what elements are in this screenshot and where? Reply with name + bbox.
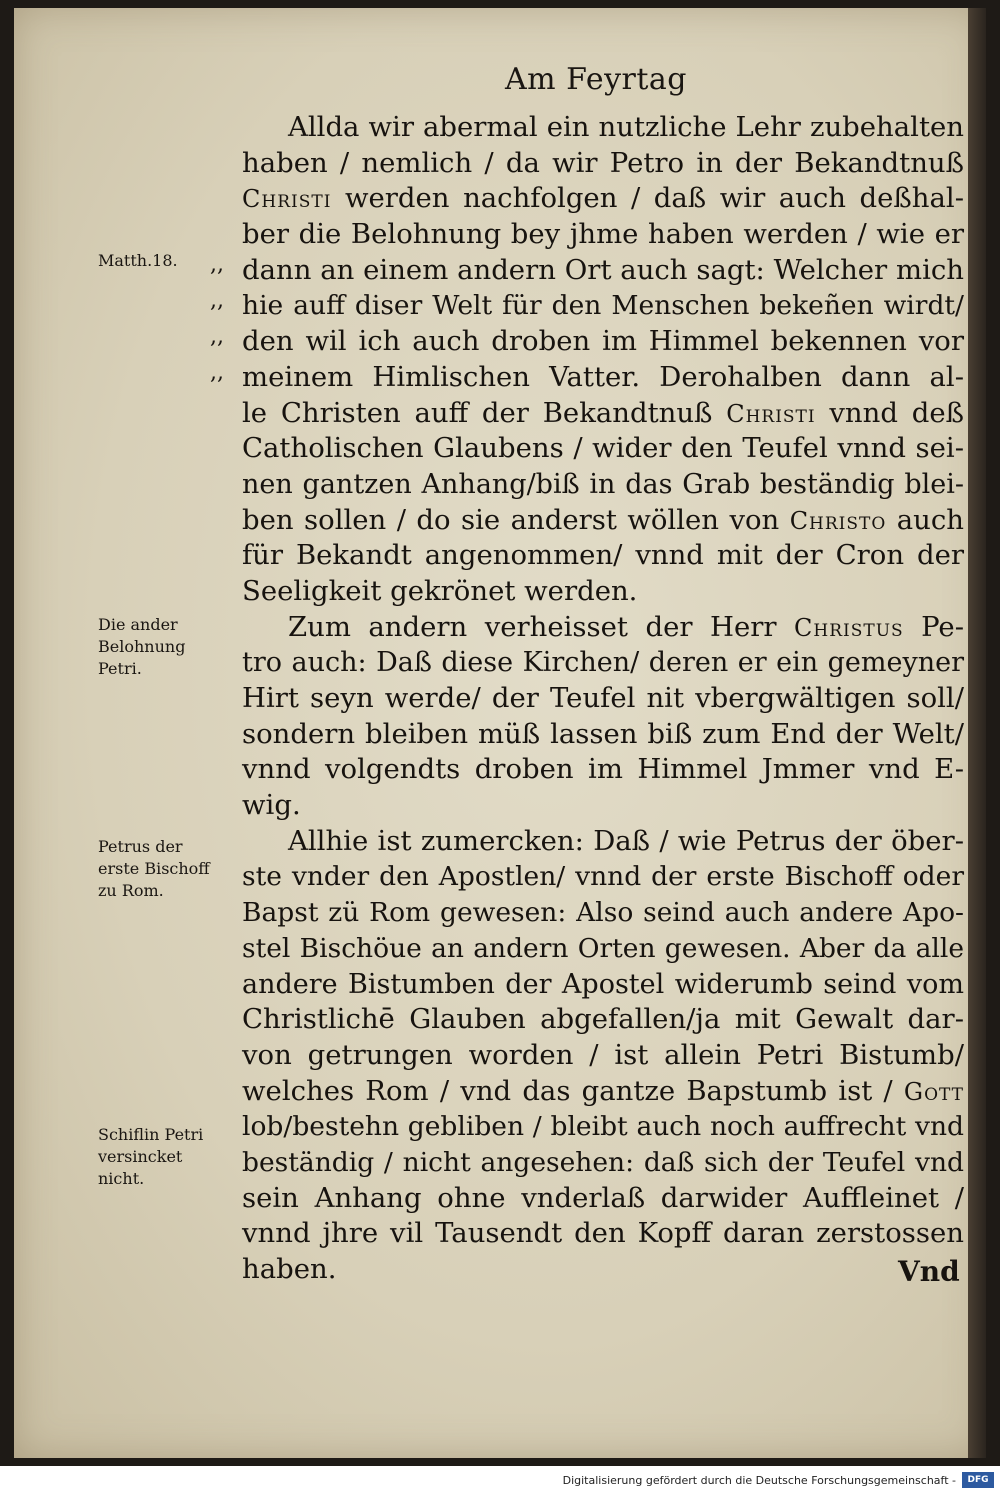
text-segment: Zum andern verheisset der Herr <box>288 610 795 643</box>
text-line <box>242 396 964 432</box>
text-line: dann an einem andern Ort auch sagt: Welcher mich <box>242 253 964 286</box>
text-segment: le Christen auff der Bekandtnuß <box>242 396 727 429</box>
text-line: nen gantzen Anhang/biß in das Grab beständig blei- <box>242 468 964 500</box>
running-header: Am Feyrtag <box>505 62 688 97</box>
text-line: Hirt seyn werde/ der Teufel nit vbergwältigen soll/ <box>242 682 964 714</box>
text-line: wig. <box>242 789 301 822</box>
quote-mark: ,, <box>210 252 224 277</box>
text-segment: Pe- <box>903 610 965 643</box>
small-caps-name: Christo <box>789 506 887 535</box>
text-line: stel Bischöue an andern Orten gewesen. Aber da alle <box>242 932 964 964</box>
text-line <box>242 181 964 217</box>
text-line: vnnd jhre vil Tausendt den Kopff daran zerstossen <box>242 1217 964 1250</box>
small-caps-name: Gott <box>903 1077 964 1106</box>
text-line: andere Bistumben der Apostel widerumb seind vom <box>242 968 964 1000</box>
text-segment: vnnd deß <box>815 396 964 429</box>
margin-note-belohnung: Die ander Belohnung Petri. <box>98 615 186 678</box>
margin-note-schiflin: Schiflin Petri versincket nicht. <box>98 1125 204 1188</box>
text-line: vnnd volgendts droben im Himmel Jmmer vnd E- <box>242 753 964 786</box>
footer-bar <box>0 1466 1000 1497</box>
text-line: ste vnder den Apostlen/ vnnd der erste Bischoff oder <box>242 861 964 893</box>
text-line: lob/bestehn gebliben / bleibt auch noch auffrecht vnd <box>242 1111 964 1143</box>
text-line: haben. <box>242 1253 337 1285</box>
text-line: meinem Himlischen Vatter. Derohalben dann al- <box>242 360 964 393</box>
small-caps-name: Christus <box>794 613 904 642</box>
text-line <box>242 1074 964 1110</box>
footer-credit: Digitalisierung gefördert durch die Deutsche Forschungsgemeinschaft - <box>562 1474 956 1487</box>
text-line: Bapst zü Rom gewesen: Also seind auch andere Apo- <box>242 897 964 929</box>
text-line: Allhie ist zumercken: Daß / wie Petrus der öber- <box>288 824 964 857</box>
text-line: Allda wir abermal ein nutzliche Lehr zubehalten <box>288 111 964 143</box>
quote-mark: ,, <box>210 360 224 385</box>
text-line: sein Anhang ohne vnderlaß darwider Auffleinet / <box>242 1181 964 1214</box>
catchword: Vnd <box>898 1255 960 1288</box>
text-line: Catholischen Glaubens / wider den Teufel vnnd sei- <box>242 432 964 465</box>
text-line: sondern bleiben müß lassen biß zum End der Welt/ <box>242 717 964 750</box>
quote-mark: ,, <box>210 288 224 313</box>
text-line: den wil ich auch droben im Himmel bekennen vor <box>242 325 964 358</box>
text-line: hie auff diser Welt für den Menschen bekeñen wirdt/ <box>242 290 964 322</box>
text-line <box>242 610 964 646</box>
text-line: Christlichē Glauben abgefallen/ja mit Gewalt dar- <box>242 1003 964 1036</box>
dfg-logo: DFG <box>962 1472 994 1488</box>
text-line: beständig / nicht angesehen: daß sich der Teufel vnd <box>242 1146 964 1178</box>
text-line: ber die Belohnung bey jhme haben werden / wie er <box>242 218 964 251</box>
text-line: tro auch: Daß diese Kirchen/ deren er ein gemeyner <box>242 647 964 679</box>
small-caps-name: Christi <box>726 399 816 428</box>
body-text <box>242 110 964 1288</box>
text-line <box>242 503 964 539</box>
text-line: von getrungen worden / ist allein Petri Bistumb/ <box>242 1038 964 1071</box>
text-segment: ben sollen / do sie anderst wöllen von <box>242 503 790 536</box>
page-edge <box>968 8 986 1458</box>
text-line: Seeligkeit gekrönet werden. <box>242 574 638 607</box>
margin-note-petrus: Petrus der erste Bischoff zu Rom. <box>98 837 210 900</box>
quote-mark: ,, <box>210 324 224 349</box>
small-caps-name: Christi <box>242 185 332 214</box>
text-line: für Bekandt angenommen/ vnnd mit der Cron der <box>242 539 964 572</box>
text-line: haben / nemlich / da wir Petro in der Bekandtnuß <box>242 146 964 179</box>
text-segment: werden nachfolgen / daß wir auch deßhal- <box>331 182 964 215</box>
text-segment: welches Rom / vnd das gantze Bapstumb ist / <box>242 1074 904 1107</box>
text-segment: auch <box>886 503 964 536</box>
margin-note-matth: Matth.18. <box>98 251 178 270</box>
